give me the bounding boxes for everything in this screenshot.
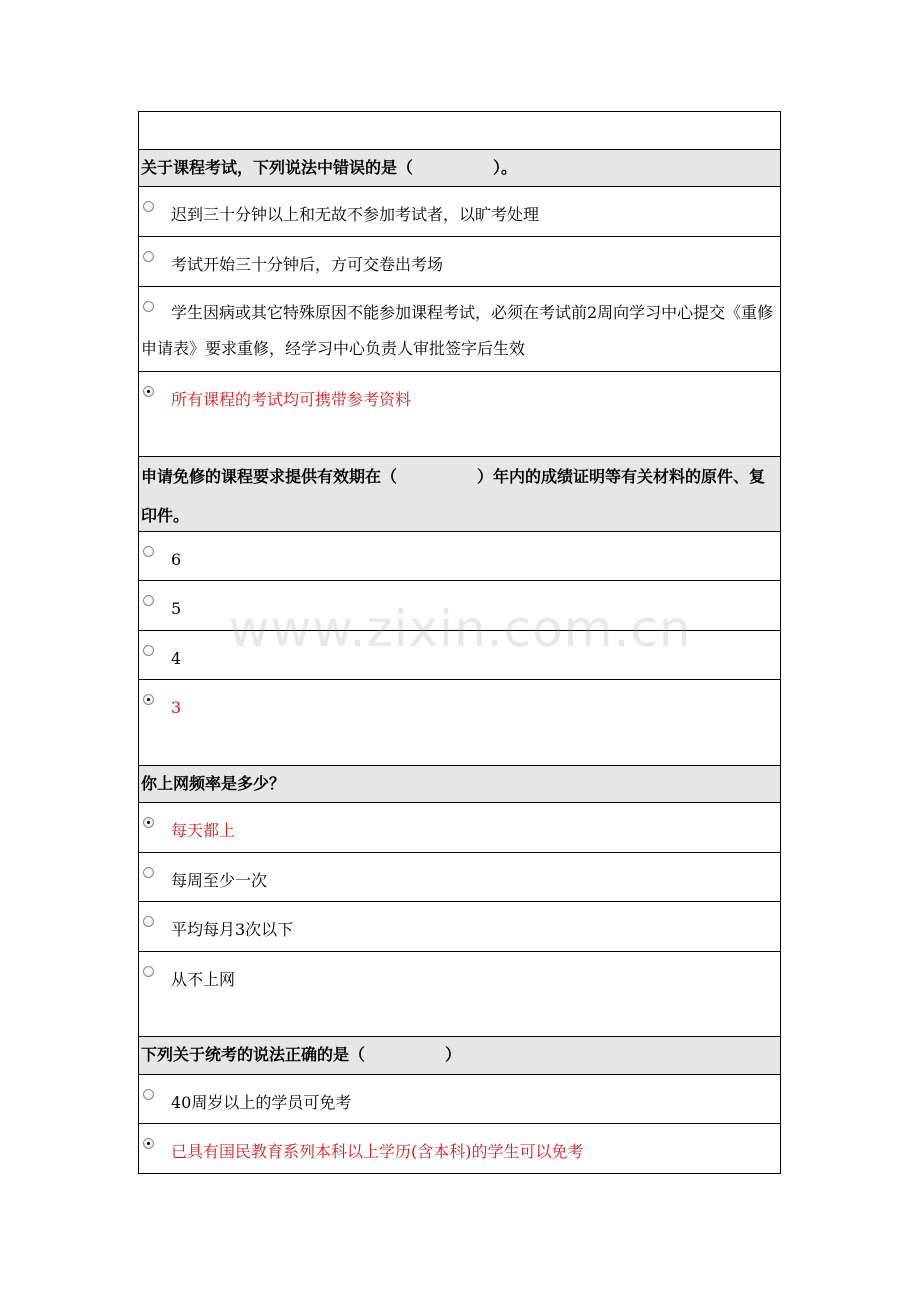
question-3-option-4[interactable] (139, 952, 780, 1037)
question-2-option-3[interactable] (139, 631, 780, 680)
option-label: 40周岁以上的学员可免考 (171, 1093, 352, 1112)
question-1-option-4[interactable] (139, 372, 780, 457)
option-label: 5 (171, 599, 182, 618)
question-3-option-1[interactable] (139, 803, 780, 853)
option-label: 考试开始三十分钟后，方可交卷出考场 (171, 255, 444, 274)
radio-button-icon[interactable] (143, 645, 154, 656)
option-label: 迟到三十分钟以上和无故不参加考试者，以旷考处理 (171, 205, 540, 224)
question-4-option-1[interactable] (139, 1075, 780, 1124)
radio-button-icon[interactable] (143, 595, 154, 606)
option-label: 3 (171, 698, 182, 717)
radio-button-icon[interactable] (143, 966, 154, 977)
question-2-option-4[interactable] (139, 680, 780, 766)
option-label: 6 (171, 550, 182, 569)
radio-button-icon[interactable] (143, 301, 154, 312)
radio-button-icon[interactable] (143, 201, 154, 212)
radio-button-selected-icon[interactable] (143, 817, 154, 828)
question-4-option-2[interactable] (139, 1124, 780, 1174)
watermark: www.zixin.com.cn (228, 600, 692, 658)
radio-button-icon[interactable] (143, 546, 154, 557)
question-3-option-2[interactable] (139, 853, 780, 902)
option-label: 每天都上 (171, 821, 236, 840)
question-1-option-2[interactable] (139, 237, 780, 287)
option-label: 从不上网 (171, 970, 236, 989)
question-1-prompt: 关于课程考试，下列说法中错误的是（ ）。 (139, 150, 780, 187)
radio-button-selected-icon[interactable] (143, 1138, 154, 1149)
radio-button-icon[interactable] (143, 867, 154, 878)
option-label: 学生因病或其它特殊原因不能参加课程考试，必须在考试前2周向学习中心提交《重修申请表》要求重修，经学习中心负责人审批签字后生效 (141, 303, 774, 358)
option-label: 4 (171, 649, 182, 668)
option-label: 所有课程的考试均可携带参考资料 (171, 390, 412, 409)
question-1-option-3[interactable] (139, 287, 780, 372)
option-label: 每周至少一次 (171, 871, 268, 890)
question-2-option-2[interactable] (139, 581, 780, 631)
question-1-option-1[interactable] (139, 187, 780, 237)
question-2-prompt: 申请免修的课程要求提供有效期在（ ）年内的成绩证明等有关材料的原件、复印件。 (139, 457, 780, 532)
radio-button-selected-icon[interactable] (143, 694, 154, 705)
radio-button-icon[interactable] (143, 916, 154, 927)
radio-button-icon[interactable] (143, 251, 154, 262)
question-2-option-1[interactable] (139, 532, 780, 581)
question-3-prompt: 你上网频率是多少？ (139, 766, 780, 803)
question-3-option-3[interactable] (139, 902, 780, 952)
question-4-prompt: 下列关于统考的说法正确的是（ ） (139, 1037, 780, 1075)
option-label: 平均每月3次以下 (171, 920, 294, 939)
radio-button-icon[interactable] (143, 1089, 154, 1100)
table-header-blank (139, 112, 780, 150)
radio-button-selected-icon[interactable] (143, 386, 154, 397)
quiz-table (138, 111, 781, 1174)
option-label: 已具有国民教育系列本科以上学历(含本科)的学生可以免考 (171, 1142, 584, 1161)
